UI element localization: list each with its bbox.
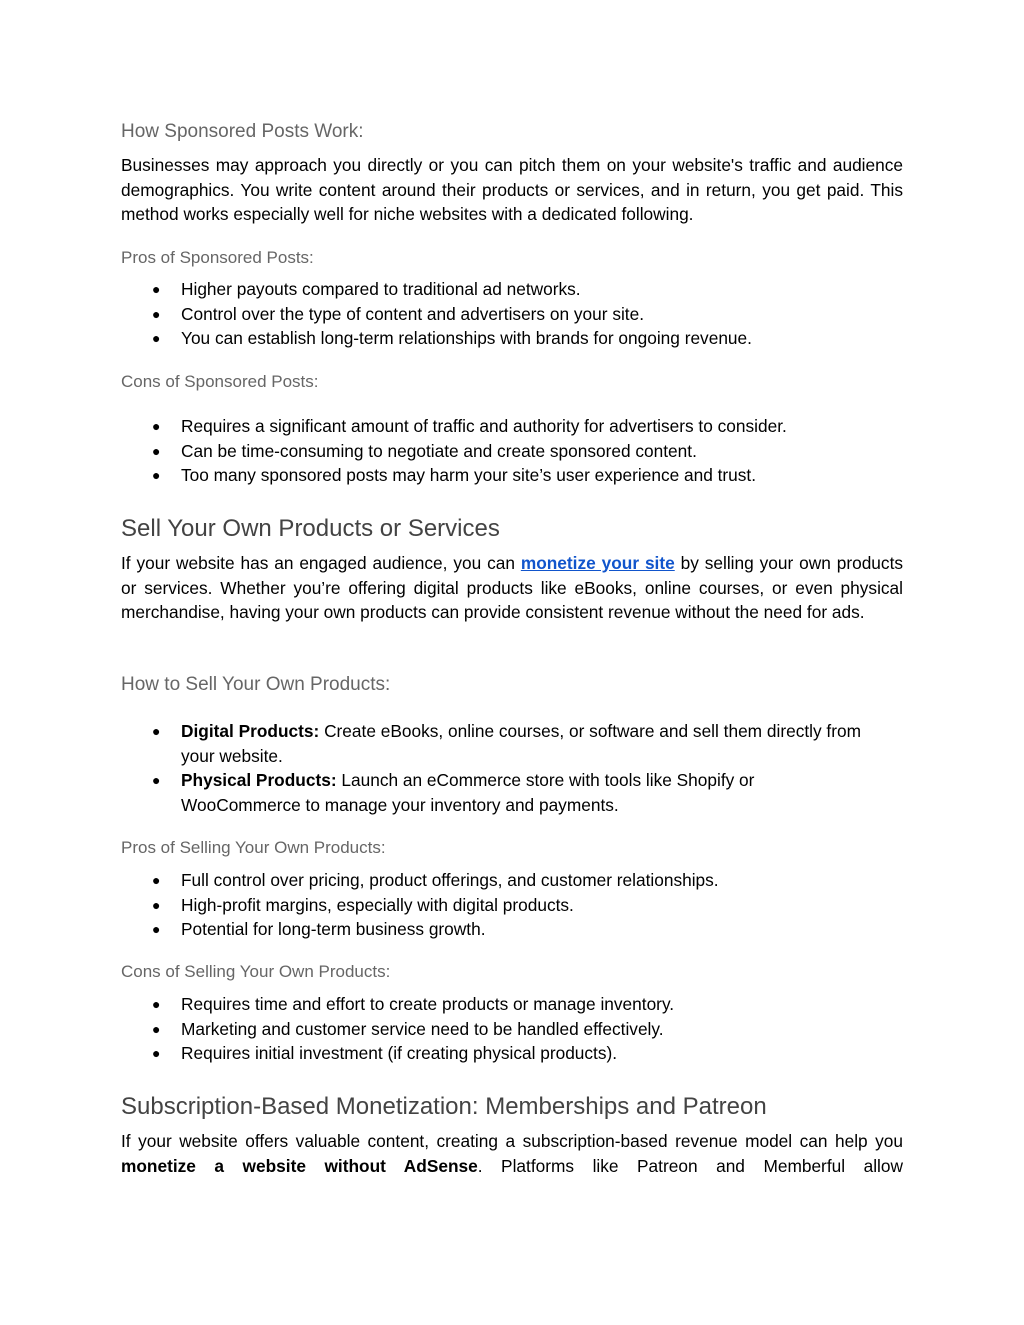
bullet-icon: ● <box>152 996 161 1012</box>
sponsored-how-heading: How Sponsored Posts Work: <box>121 121 364 142</box>
list-item: ● Too many sponsored posts may harm your site’s user experience and trust. <box>121 463 903 488</box>
bullet-icon: ● <box>152 872 161 888</box>
list-item: ● Full control over pricing, product offerings, and customer relationships. <box>121 868 903 893</box>
bullet-icon: ● <box>152 896 161 913</box>
list-item: ● Control over the type of content and advertisers on your site. <box>121 302 903 327</box>
products-how-list <box>121 719 903 817</box>
item-label: Digital Products: <box>181 721 320 741</box>
products-pros-list <box>121 868 903 942</box>
list-item: ● Requires time and effort to create products or manage inventory. <box>121 992 903 1017</box>
list-item: ● Marketing and customer service need to be handled effectively. <box>121 1017 903 1042</box>
list-item: ● You can establish long-term relationships with brands for ongoing revenue. <box>121 326 903 351</box>
sponsored-how-paragraph: Businesses may approach you directly or you can pitch them on your website's traffic and audience demographics. You write content around their products or services, and in return, you get paid. This method works especially well for niche websites with a dedicated following. <box>121 155 903 224</box>
bold-phrase: monetize a website without AdSense <box>121 1155 478 1176</box>
list-item: ● Requires initial investment (if creating physical products). <box>121 1041 903 1066</box>
products-intro-paragraph: If your website has an engaged audience, you can monetize your site by selling your own products or services. Whether you’re offering digital products like eBooks, online courses, or even physical merchandise, having your own products can provide consistent revenue without the need for ads. <box>121 553 904 622</box>
bullet-icon: ● <box>152 723 161 739</box>
products-how-heading: How to Sell Your Own Products: <box>121 674 391 695</box>
products-pros-heading: Pros of Selling Your Own Products: <box>121 838 386 857</box>
bullet-icon: ● <box>152 442 161 459</box>
list-item: ● Digital Products: Create eBooks, online courses, or software and sell them directly from your website. <box>152 721 861 766</box>
products-heading: Sell Your Own Products or Services <box>121 515 500 542</box>
bullet-icon: ● <box>152 305 161 322</box>
list-item: ● Potential for long-term business growth. <box>121 917 903 942</box>
item-label: Physical Products: <box>181 770 337 790</box>
bullet-icon: ● <box>152 467 161 483</box>
bullet-icon: ● <box>152 772 161 788</box>
bullet-icon: ● <box>152 1045 161 1061</box>
list-item: ● Physical Products: Launch an eCommerce store with tools like Shopify or WooCommerce to manage your inventory and payments. <box>152 770 755 815</box>
subscription-heading: Subscription-Based Monetization: Memberships and Patreon <box>121 1093 767 1120</box>
bullet-icon: ● <box>152 418 161 434</box>
bullet-icon: ● <box>152 921 161 937</box>
list-item: ● Higher payouts compared to traditional ad networks. <box>121 277 903 302</box>
products-cons-list <box>121 992 903 1066</box>
products-cons-heading: Cons of Selling Your Own Products: <box>121 962 391 981</box>
bullet-icon: ● <box>152 281 161 297</box>
sponsored-pros-list <box>121 277 903 351</box>
list-item: ● Can be time-consuming to negotiate and create sponsored content. <box>121 439 903 464</box>
bullet-icon: ● <box>152 1020 161 1037</box>
monetize-your-site-link[interactable]: monetize your site <box>520 553 675 573</box>
subscription-intro-paragraph: If your website offers valuable content, creating a subscription-based revenue model can help you monetize a website without AdSense. Platforms like Patreon and Memberful allow <box>121 1131 903 1176</box>
sponsored-cons-list <box>121 414 903 488</box>
list-item: ● Requires a significant amount of traffic and authority for advertisers to consider. <box>121 414 903 439</box>
sponsored-cons-heading: Cons of Sponsored Posts: <box>121 372 319 391</box>
list-item: ● High-profit margins, especially with digital products. <box>121 893 903 918</box>
bullet-icon: ● <box>152 330 161 346</box>
sponsored-pros-heading: Pros of Sponsored Posts: <box>121 248 314 267</box>
